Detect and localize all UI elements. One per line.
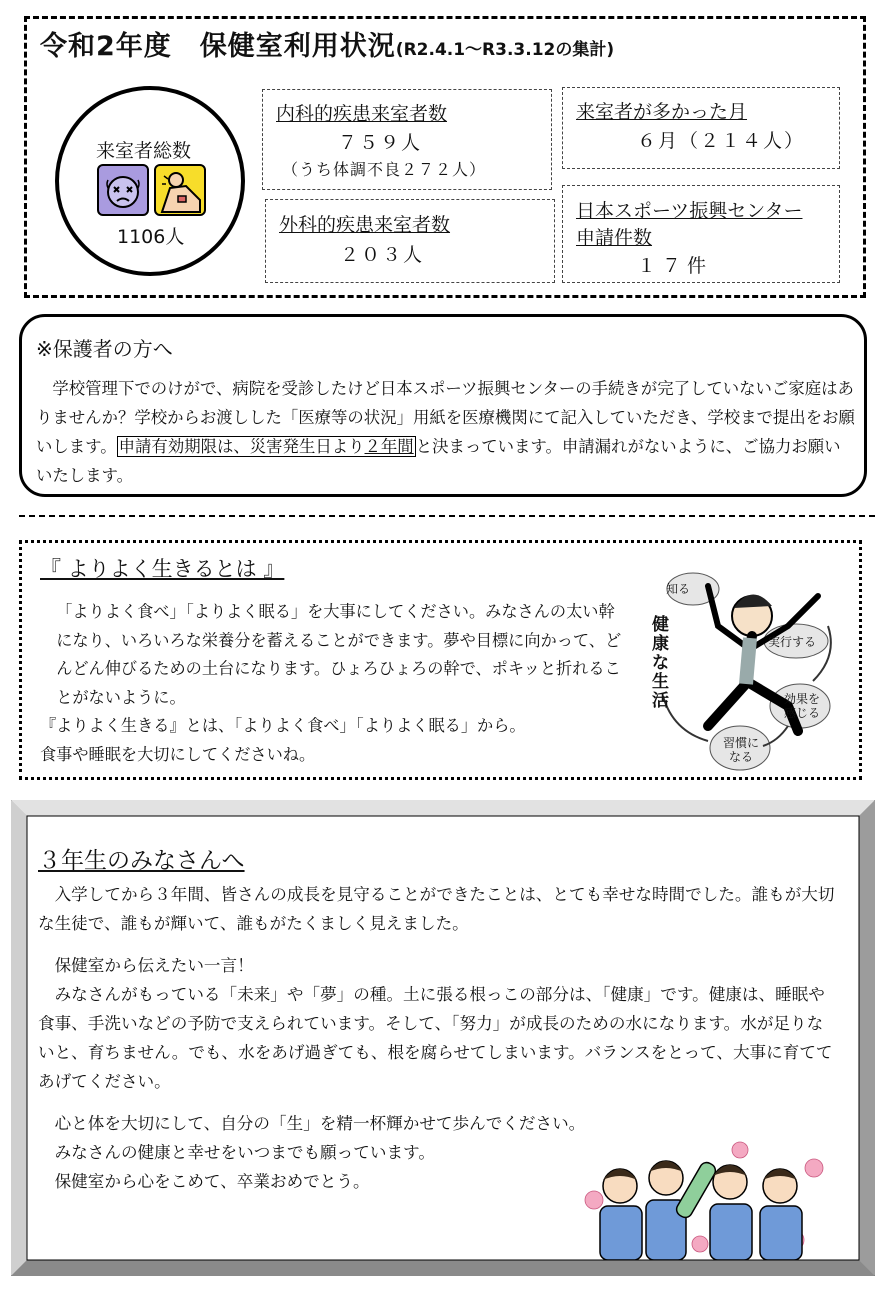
guardian-text: 学校管理下でのけがで、病院を受診したけど日本スポーツ振興センターの手続きが完了していないご家庭はありませんか？学校からお渡しした「医療等の状況」用紙を医療機関にて記入していただき、学校まで提出をお願いします。 申請有効期限は、災害発生日より２年間 と決まっています。申請漏れがないように、ご協力お願いいたします。	[36, 379, 855, 485]
graduation-illustration	[580, 1140, 830, 1260]
cycle-step-habit: 習慣になる	[722, 736, 759, 764]
graduates-paragraph-2: 保健室から伝えたい一言！	[38, 956, 254, 975]
health-cycle-illustration	[648, 556, 848, 776]
guardian-title: ※保護者の方へ	[36, 337, 173, 361]
internal-visitors-value: ７５９人	[338, 132, 423, 154]
jsc-label: 日本スポーツ振興センター	[576, 200, 803, 222]
deadline-highlight: 申請有効期限は、災害発生日より２年間	[118, 437, 414, 456]
section-divider	[19, 515, 875, 517]
graduates-paragraph-5: みなさんの健康と幸せをいつまでも願っています。	[38, 1143, 435, 1162]
cycle-step-feel: 効果を感じる	[783, 692, 820, 720]
total-visitors-label: 来室者総数	[96, 140, 192, 162]
graduates-paragraph-3: みなさんがもっている「未来」や「夢」の種。土に張る根っこの部分は、「健康」です。健康は、睡眠や食事、手洗いなどの予防で支えられています。そして、「努力」が成長のための水になります。水が足りないと、育ちません。でも、水をあげ過ぎても、根を腐らせてしまいます。バランスをとって、大事に育ててあげてください。	[38, 985, 833, 1091]
graduates-paragraph-6: 保健室から心をこめて、卒業おめでとう。	[38, 1172, 370, 1191]
living-paragraph-3: 食事や睡眠を大切にしてくださいね。	[40, 744, 316, 764]
graduates-paragraph-4: 心と体を大切にして、自分の「生」を精一杯輝かせて歩んでください。	[38, 1114, 586, 1133]
internal-visitors-note: （うち体調不良２７２人）	[282, 160, 487, 179]
jsc-value: １７件	[637, 255, 713, 277]
busiest-month-value: ６月（２１４人）	[637, 130, 806, 152]
living-paragraph-1: 「よりよく食べ」「よりよく眠る」を大事にしてください。みなさんの太い幹になり、いろいろな栄養分を蓄えることができます。夢や目標に向かって、どんどん伸びるための土台になります。ひょろひょろの幹で、ポキッと折れることがないように。	[56, 602, 622, 707]
living-well-title: 『 よりよく生きるとは 』	[40, 557, 285, 581]
sick-face-icon	[97, 164, 149, 216]
stats-period: (R2.4.1～R3.3.12の集計)	[395, 40, 615, 60]
jsc-label-2: 申請件数	[576, 227, 653, 249]
internal-visitors-label: 内科的疾患来室者数	[276, 103, 448, 125]
cycle-step-know: 知る	[666, 582, 691, 596]
external-visitors-value: ２０３人	[340, 244, 425, 266]
cycle-vertical-text: 健康な生活	[652, 615, 669, 711]
cycle-step-do: 実行する	[768, 635, 817, 649]
total-visitors-value: 1106人	[117, 226, 185, 248]
graduates-title: ３年生のみなさんへ	[38, 848, 245, 874]
graduates-paragraph-1: 入学してから３年間、皆さんの成長を見守ることができたことは、とても幸せな時間でした。誰もが大切な生徒で、誰もが輝いて、誰もがたくましく見えました。	[38, 885, 835, 933]
injury-face-icon	[154, 164, 206, 216]
living-paragraph-2: 『よりよく生きる』とは、「よりよく食べ」「よりよく眠る」から。	[40, 716, 526, 735]
stats-title: 令和2年度 保健室利用状況(R2.4.1～R3.3.12の集計)	[40, 31, 615, 62]
busiest-month-label: 来室者が多かった月	[576, 101, 748, 123]
external-visitors-label: 外科的疾患来室者数	[279, 214, 451, 236]
living-well-text	[40, 598, 630, 769]
